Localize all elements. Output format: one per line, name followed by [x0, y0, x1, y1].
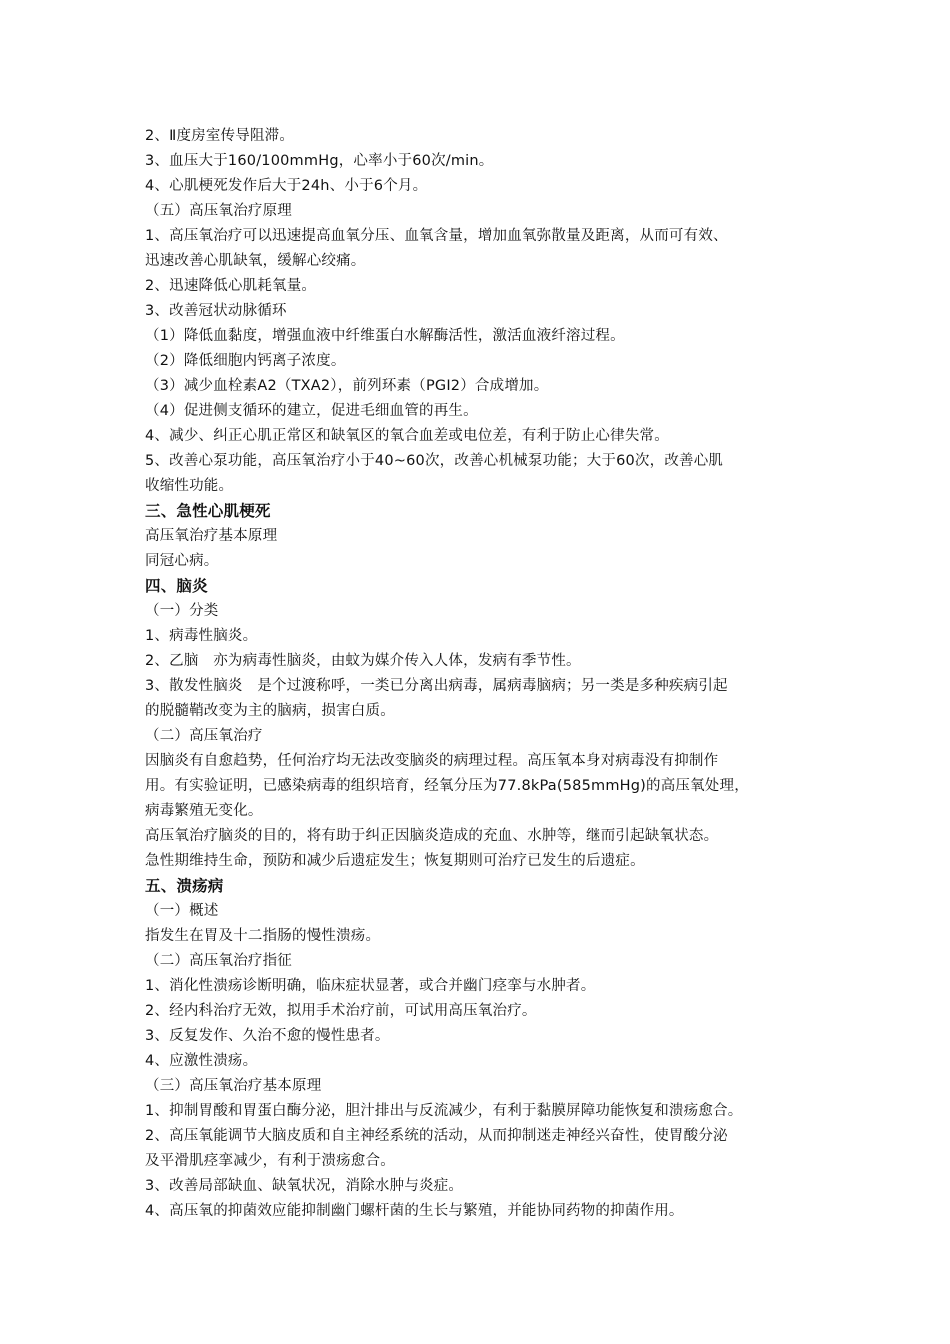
text-line: 高压氧治疗基本原理 [145, 528, 278, 544]
text-line: 2、高压氧能调节大脑皮质和自主神经系统的活动，从而抑制迷走神经兴奋性，使胃酸分泌 [145, 1128, 728, 1144]
text-line: 因脑炎有自愈趋势，任何治疗均无法改变脑炎的病理过程。高压氧本身对病毒没有抑制作 [145, 753, 719, 769]
text-line: （3）减少血栓素A2（TXA2），前列环素（PGI2）合成增加。 [145, 378, 549, 394]
text-line: 病毒繁殖无变化。 [145, 803, 263, 819]
text-line: （1）降低血黏度，增强血液中纤维蛋白水解酶活性，激活血液纤溶过程。 [145, 328, 625, 344]
text-line: 急性期维持生命，预防和减少后遗症发生；恢复期则可治疗已发生的后遗症。 [145, 853, 645, 869]
text-line: 3、散发性脑炎 是个过渡称呼，一类已分离出病毒，属病毒脑病；另一类是多种疾病引起 [145, 678, 728, 694]
text-line: 收缩性功能。 [145, 478, 234, 494]
text-line: 2、迅速降低心肌耗氧量。 [145, 278, 317, 294]
text-line: 的脱髓鞘改变为主的脑病，损害白质。 [145, 703, 395, 719]
text-line: （三）高压氧治疗基本原理 [145, 1078, 322, 1094]
document-body [145, 124, 817, 1224]
text-line: 3、改善冠状动脉循环 [145, 303, 287, 319]
text-line: （4）促进侧支循环的建立，促进毛细血管的再生。 [145, 403, 478, 419]
text-line: 4、高压氧的抑菌效应能抑制幽门螺杆菌的生长与繁殖，并能协同药物的抑菌作用。 [145, 1203, 684, 1219]
text-line: 1、病毒性脑炎。 [145, 628, 258, 644]
text-line: （五）高压氧治疗原理 [145, 203, 292, 219]
text-line: 用。有实验证明，已感染病毒的组织培育，经氧分压为77.8kPa(585mmHg)的高压氧处理， [145, 778, 749, 794]
text-line: （一）分类 [145, 603, 219, 619]
text-line: 1、高压氧治疗可以迅速提高血氧分压、血氧含量，增加血氧弥散量及距离，从而可有效、 [145, 228, 728, 244]
section-heading: 三、急性心肌梗死 [145, 502, 271, 520]
text-line: 2、乙脑 亦为病毒性脑炎，由蚊为媒介传入人体，发病有季节性。 [145, 653, 581, 669]
text-line: 1、消化性溃疡诊断明确，临床症状显著，或合并幽门痉挛与水肿者。 [145, 978, 596, 994]
text-line: 3、血压大于160/100mmHg，心率小于60次/min。 [145, 153, 494, 169]
text-line: （2）降低细胞内钙离子浓度。 [145, 353, 346, 369]
text-line: 指发生在胃及十二指肠的慢性溃疡。 [145, 928, 381, 944]
text-line: 4、减少、纠正心肌正常区和缺氧区的氧合血差或电位差，有利于防止心律失常。 [145, 428, 669, 444]
text-line: 2、Ⅱ度房室传导阻滞。 [145, 128, 295, 144]
text-line: 4、应激性溃疡。 [145, 1053, 258, 1069]
section-heading: 四、脑炎 [145, 577, 208, 595]
text-line: 高压氧治疗脑炎的目的，将有助于纠正因脑炎造成的充血、水肿等，继而引起缺氧状态。 [145, 828, 719, 844]
text-line: 4、心肌梗死发作后大于24h、小于6个月。 [145, 178, 428, 194]
text-line: 2、经内科治疗无效，拟用手术治疗前，可试用高压氧治疗。 [145, 1003, 537, 1019]
text-line: 迅速改善心肌缺氧，缓解心绞痛。 [145, 253, 366, 269]
text-line: 1、抑制胃酸和胃蛋白酶分泌，胆汁排出与反流减少，有利于黏膜屏障功能恢复和溃疡愈合。 [145, 1103, 743, 1119]
text-line: 3、改善局部缺血、缺氧状况，消除水肿与炎症。 [145, 1178, 464, 1194]
text-line: （二）高压氧治疗指征 [145, 953, 292, 969]
section-heading: 五、溃疡病 [145, 877, 224, 895]
text-line: 及平滑肌痉挛减少，有利于溃疡愈合。 [145, 1153, 395, 1169]
text-line: （一）概述 [145, 903, 219, 919]
text-line: 5、改善心泵功能，高压氧治疗小于40~60次，改善心机械泵功能；大于60次，改善心肌 [145, 453, 724, 469]
text-line: （二）高压氧治疗 [145, 728, 263, 744]
text-line: 3、反复发作、久治不愈的慢性患者。 [145, 1028, 390, 1044]
text-line: 同冠心病。 [145, 553, 219, 569]
